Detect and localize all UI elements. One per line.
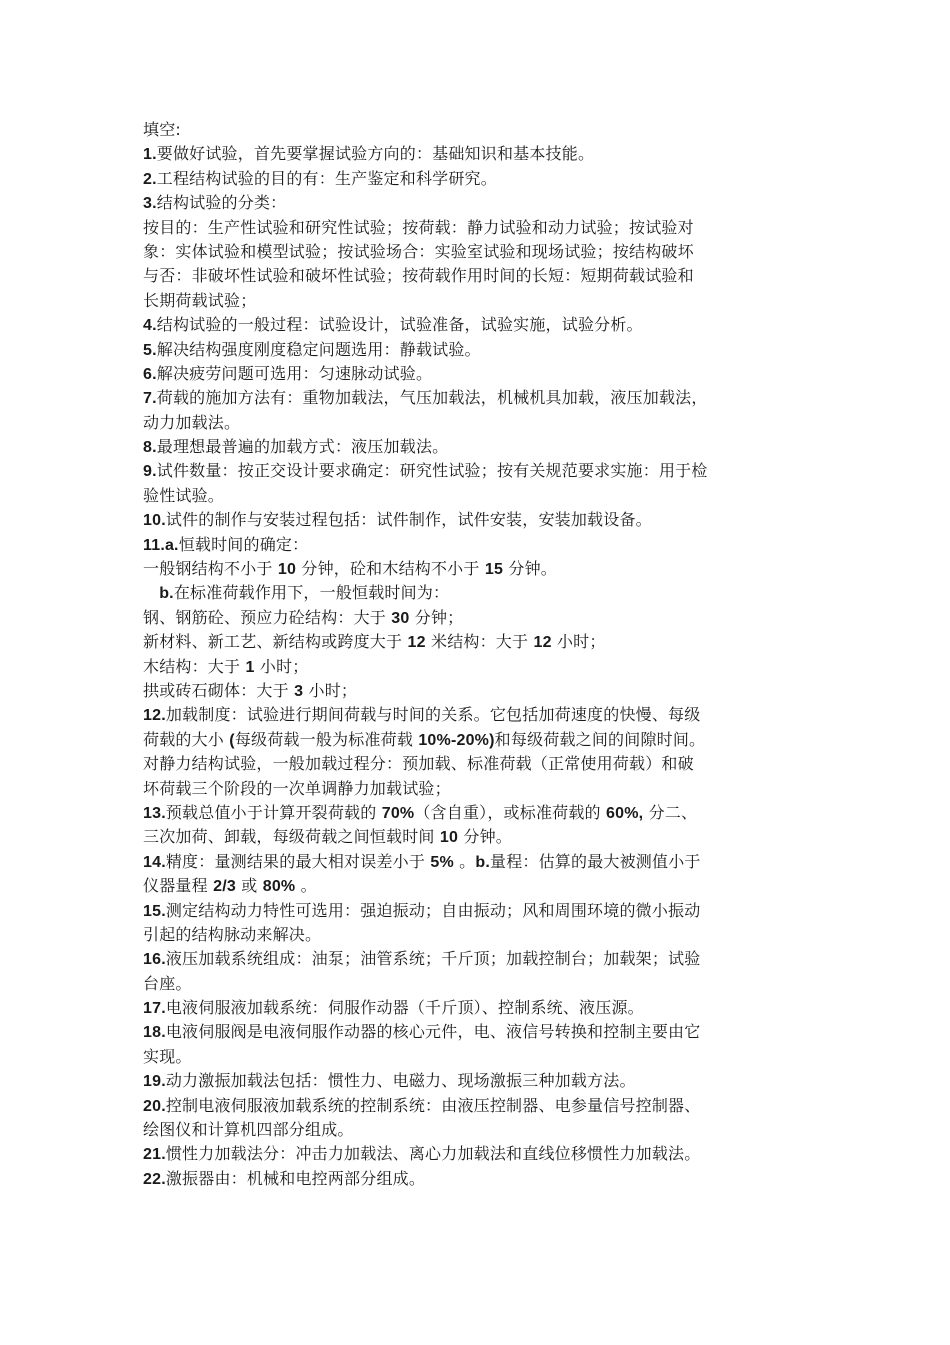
bold-segment: 5. — [143, 341, 157, 359]
text-line — [143, 752, 823, 776]
text-line — [143, 947, 823, 971]
text-line — [143, 557, 823, 581]
text-segment: 分钟； — [409, 607, 464, 627]
bold-segment: b. — [159, 585, 174, 603]
text-segment: 台座。 — [143, 973, 192, 993]
text-segment: 试件数量：按正交设计要求确定：研究性试验；按有关规范要求实施：用于检 — [156, 461, 708, 481]
text-segment: 解决疲劳问题可选用：匀速脉动试验。 — [156, 363, 433, 383]
text-segment: 动力激振加载法包括：惯性力、电磁力、现场激振三种加载方法。 — [165, 1071, 636, 1091]
text-line — [143, 313, 823, 337]
text-segment: 分钟，砼和木结构不小于 — [296, 559, 485, 579]
text-segment: 木结构：大于 — [143, 656, 246, 676]
bold-segment: 18. — [143, 1024, 166, 1042]
bold-segment: ( — [229, 731, 235, 749]
text-segment: 荷载的大小 — [143, 729, 230, 749]
text-line — [143, 289, 823, 313]
text-segment: 试件的制作与安装过程包括：试件制作，试件安装，安装加载设备。 — [165, 510, 652, 530]
text-segment: 分钟。 — [503, 559, 557, 579]
text-segment: 要做好试验，首先要掌握试验方向的：基础知识和基本技能。 — [156, 144, 595, 164]
text-line — [143, 362, 823, 386]
bold-segment: 10%-20%) — [418, 731, 495, 749]
text-segment: 加载制度：试验进行期间荷载与时间的关系。它包括加荷速度的快慢、每级 — [165, 705, 701, 725]
text-line — [143, 777, 823, 801]
text-line — [143, 167, 823, 191]
bold-segment: 17. — [143, 1000, 166, 1018]
text-line — [143, 703, 823, 727]
text-line — [143, 825, 823, 849]
text-segment: 惯性力加载法分：冲击力加载法、离心力加载法和直线位移惯性力加载法。 — [165, 1144, 701, 1164]
text-segment: 和每级荷载之间的间隙时间。 — [494, 729, 706, 749]
bold-segment: 10 — [277, 561, 297, 579]
bold-segment: 16. — [143, 951, 166, 969]
bold-segment: 80% — [262, 878, 296, 896]
text-line — [143, 679, 823, 703]
text-segment: 一般钢结构不小于 — [143, 559, 278, 579]
bold-segment: 15. — [143, 902, 166, 920]
text-segment: 验性试验。 — [143, 485, 225, 505]
text-segment: 荷载的施加方法有：重物加载法，气压加载法，机械机具加载，液压加载法， — [156, 388, 708, 408]
text-segment — [143, 583, 159, 602]
text-line — [143, 1069, 823, 1093]
bold-segment: 2/3 — [213, 878, 236, 896]
text-segment: 恒载时间的确定： — [178, 534, 309, 554]
bold-segment: 13. — [143, 804, 166, 822]
text-line — [143, 581, 823, 605]
text-segment: （含自重），或标准荷载的 — [414, 802, 607, 822]
text-segment: 小时； — [303, 680, 358, 700]
text-segment: 。 — [295, 876, 317, 896]
text-segment: 引起的结构脉动来解决。 — [143, 924, 322, 944]
text-line — [143, 142, 823, 166]
bold-segment: 1. — [143, 146, 157, 164]
text-segment: 实现。 — [143, 1046, 192, 1066]
bold-segment: 22. — [143, 1170, 166, 1188]
document-body — [143, 118, 823, 1191]
bold-segment: 12 — [533, 634, 552, 652]
text-segment: 在标准荷载作用下，一般恒载时间为： — [173, 583, 450, 603]
bold-segment: 15 — [484, 561, 504, 579]
text-segment: 结构试验的一般过程：试验设计，试验准备，试验实施，试验分析。 — [156, 315, 643, 335]
bold-segment: 10. — [143, 512, 166, 530]
text-line — [143, 899, 823, 923]
text-line — [143, 630, 823, 654]
text-segment: 测定结构动力特性可选用：强迫振动；自由振动；风和周围环境的微小振动 — [165, 900, 701, 920]
text-line — [143, 996, 823, 1020]
text-segment: 小时； — [254, 656, 309, 676]
text-segment: 新材料、新工艺、新结构或跨度大于 — [143, 632, 408, 652]
text-segment: 坏荷载三个阶段的一次单调静力加载试验； — [143, 778, 451, 798]
text-line — [143, 338, 823, 362]
bold-segment: 30 — [391, 609, 410, 627]
bold-segment: 7. — [143, 390, 157, 408]
bold-segment: 3. — [143, 195, 157, 213]
text-line — [143, 216, 823, 240]
text-segment: 。 — [453, 851, 476, 871]
bold-segment: 5% — [430, 853, 454, 871]
text-segment: 动力加载法。 — [143, 412, 241, 432]
bold-segment: 70% — [381, 804, 415, 822]
text-line — [143, 484, 823, 508]
bold-segment: 60%, — [606, 804, 644, 822]
bold-segment: 1 — [245, 658, 255, 676]
bold-segment: 10 — [439, 829, 459, 847]
text-line — [143, 850, 823, 874]
text-segment: 精度：量测结果的最大相对误差小于 — [165, 851, 431, 871]
text-line — [143, 1020, 823, 1044]
text-line — [143, 1094, 823, 1118]
text-segment: 电液伺服液加载系统：伺服作动器（千斤顶）、控制系统、液压源。 — [165, 998, 644, 1018]
text-segment: 解决结构强度刚度稳定问题选用：静载试验。 — [156, 339, 481, 359]
text-segment: 长期荷载试验； — [143, 290, 257, 310]
bold-segment: 3 — [294, 682, 304, 700]
text-segment: 绘图仪和计算机四部分组成。 — [143, 1120, 354, 1140]
text-segment: 对静力结构试验，一般加载过程分：预加载、标准荷载（正常使用荷载）和破 — [143, 754, 694, 774]
text-line — [143, 191, 823, 215]
text-line — [143, 923, 823, 947]
text-segment: 激振器由：机械和电控两部分组成。 — [165, 1168, 426, 1188]
text-segment: 工程结构试验的目的有：生产鉴定和科学研究。 — [156, 168, 497, 188]
bold-segment: b. — [475, 853, 490, 871]
text-line — [143, 459, 823, 483]
text-segment: 仪器量程 — [143, 876, 214, 896]
bold-segment: 20. — [143, 1097, 166, 1115]
text-line — [143, 728, 823, 752]
text-line — [143, 606, 823, 630]
text-line — [143, 386, 823, 410]
text-segment: 按目的：生产性试验和研究性试验；按荷载：静力试验和动力试验；按试验对 — [143, 217, 694, 237]
text-segment: 量程：估算的最大被测值小于 — [490, 851, 701, 871]
text-line — [143, 1142, 823, 1166]
text-segment: 象：实体试验和模型试验；按试验场合：实验室试验和现场试验；按结构破坏 — [143, 241, 694, 261]
bold-segment: 12. — [143, 707, 166, 725]
bold-segment: 14. — [143, 853, 166, 871]
text-segment: 三次加荷、卸载，每级荷载之间恒载时间 — [143, 827, 440, 847]
text-segment: 每级荷载一般为标准荷载 — [234, 729, 419, 749]
text-line — [143, 972, 823, 996]
text-line — [143, 240, 823, 264]
text-lines — [143, 142, 823, 1191]
text-line — [143, 533, 823, 557]
text-line — [143, 435, 823, 459]
bold-segment: 4. — [143, 317, 157, 335]
text-segment: 小时； — [551, 632, 606, 652]
text-line — [143, 655, 823, 679]
text-segment: 钢、钢筋砼、预应力砼结构：大于 — [143, 607, 392, 627]
bold-segment: 11.a. — [143, 536, 179, 554]
text-segment: 液压加载系统组成：油泵；油管系统；千斤顶；加载控制台；加载架；试验 — [165, 949, 701, 969]
text-line — [143, 264, 823, 288]
text-segment: 最理想最普遍的加载方式：液压加载法。 — [156, 437, 449, 457]
text-line — [143, 508, 823, 532]
bold-segment: 9. — [143, 463, 157, 481]
bold-segment: 12 — [407, 634, 426, 652]
text-segment: 米结构：大于 — [425, 632, 534, 652]
bold-segment: 19. — [143, 1073, 166, 1091]
text-segment: 分钟。 — [458, 827, 512, 847]
section-heading: 填空: — [143, 120, 181, 139]
bold-segment: 6. — [143, 365, 157, 383]
text-line — [143, 1045, 823, 1069]
text-segment: 拱或砖石砌体：大于 — [143, 680, 295, 700]
text-segment: 电液伺服阀是电液伺服作动器的核心元件，电、液信号转换和控制主要由它 — [165, 1022, 701, 1042]
text-line — [143, 411, 823, 435]
text-segment: 控制电液伺服液加载系统的控制系统：由液压控制器、电参量信号控制器、 — [165, 1095, 701, 1115]
text-segment: 分二、 — [643, 802, 698, 822]
bold-segment: 21. — [143, 1146, 166, 1164]
text-line — [143, 1118, 823, 1142]
text-segment: 或 — [235, 876, 263, 896]
text-segment: 与否：非破坏性试验和破坏性试验；按荷载作用时间的长短：短期荷载试验和 — [143, 266, 694, 286]
text-segment: 预载总值小于计算开裂荷载的 — [165, 802, 382, 822]
text-line — [143, 1167, 823, 1191]
bold-segment: 8. — [143, 439, 157, 457]
bold-segment: 2. — [143, 170, 157, 188]
text-line — [143, 874, 823, 898]
text-segment: 结构试验的分类： — [156, 193, 287, 213]
text-line — [143, 801, 823, 825]
